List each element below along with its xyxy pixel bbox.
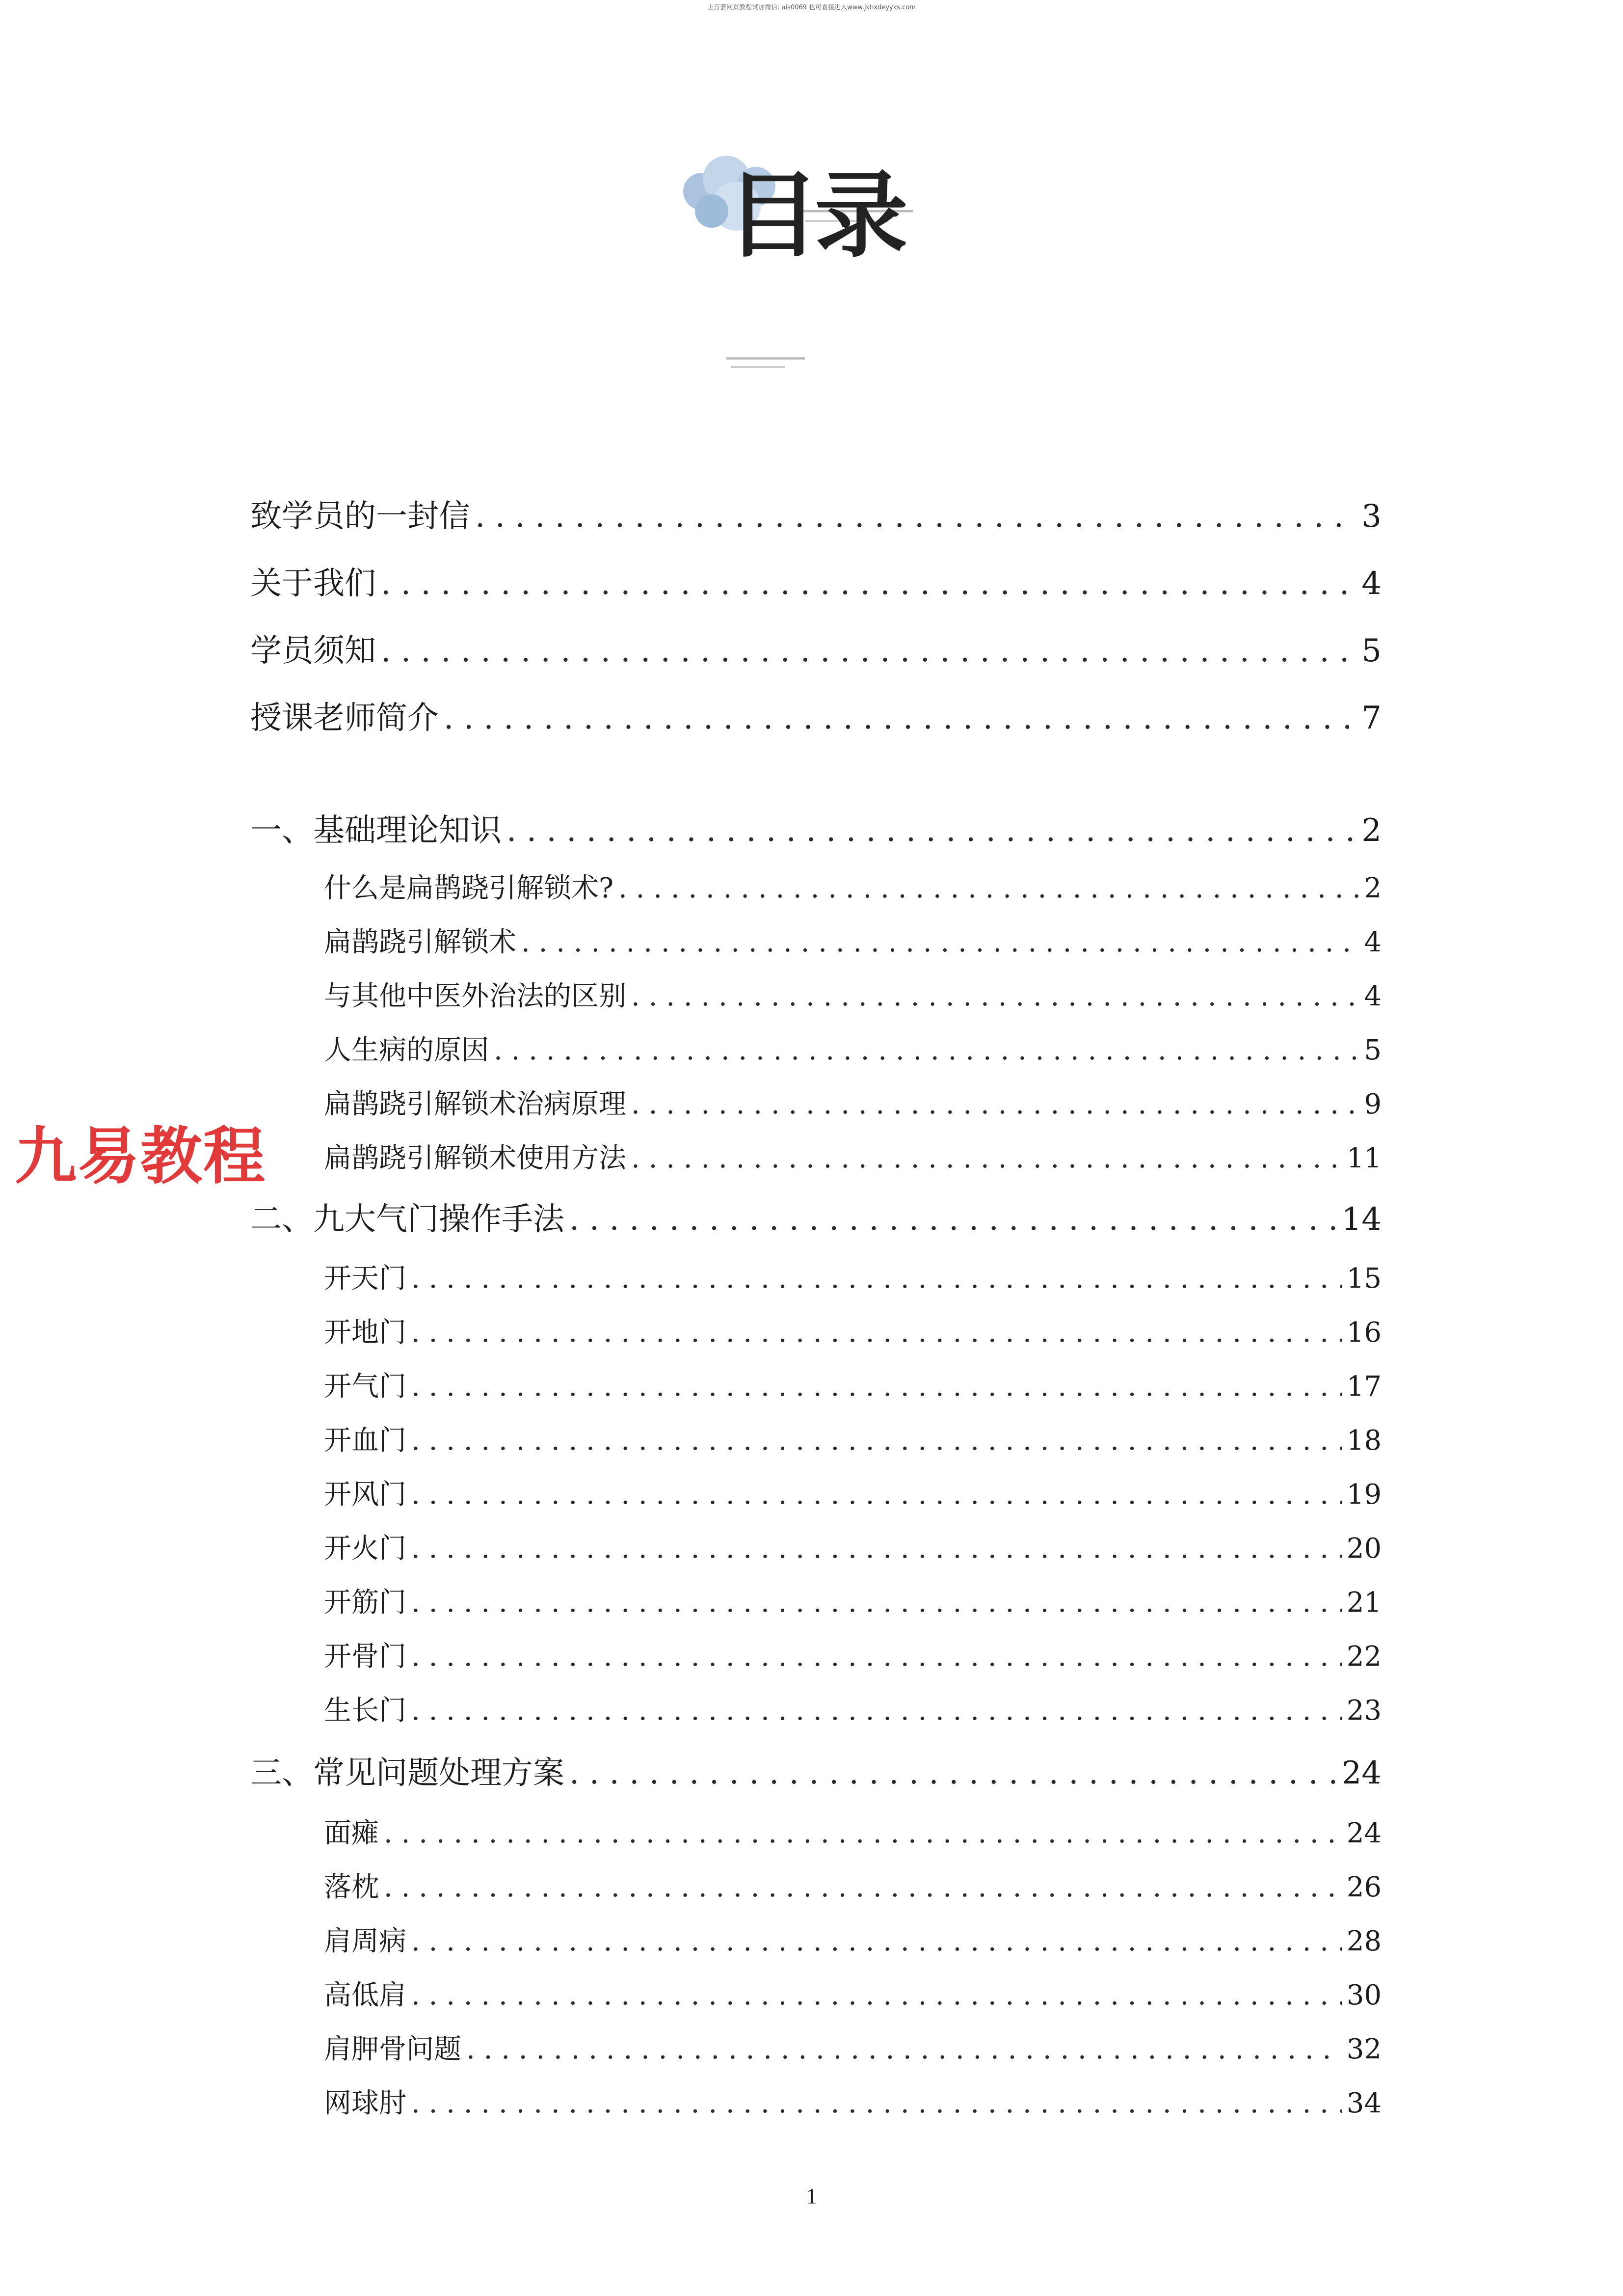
toc-leader-dots <box>494 1034 1359 1066</box>
watermark-text: 九易教程 <box>15 1120 266 1192</box>
toc-subentry-page: 17 <box>1346 1371 1382 1403</box>
toc-leader-dots <box>411 1317 1342 1349</box>
toc-subentry-label: 开地门 <box>324 1317 406 1349</box>
toc-subentry-page: 23 <box>1346 1695 1382 1727</box>
toc-leader-dots <box>475 498 1357 535</box>
toc-subentry-page: 4 <box>1364 926 1382 958</box>
toc-subentry[interactable] <box>324 1581 1382 1620</box>
toc-subentry-page: 2 <box>1364 872 1382 904</box>
toc-subentry-label: 面瘫 <box>324 1817 379 1849</box>
toc-leader-dots <box>411 1533 1342 1565</box>
toc-subentry-page: 5 <box>1364 1034 1382 1066</box>
toc-subentry-label: 开筋门 <box>324 1587 406 1619</box>
toc-entry-label: 学员须知 <box>250 633 376 669</box>
toc-subentry[interactable] <box>324 1865 1382 1905</box>
toc-subentry-page: 30 <box>1346 1979 1382 2011</box>
toc-subentry-label: 生长门 <box>324 1695 406 1727</box>
toc-subentry-label: 落枕 <box>324 1871 379 1903</box>
toc-title-graphic <box>658 152 962 398</box>
toc-subentry-label: 扁鹊跷引解锁术治病原理 <box>324 1088 626 1120</box>
toc-section-label: 一、基础理论知识 <box>250 812 502 849</box>
toc-leader-dots <box>411 1479 1342 1511</box>
toc-leader-dots <box>411 1979 1342 2011</box>
toc-subentry[interactable] <box>324 1082 1382 1122</box>
toc-subentry[interactable] <box>324 1689 1382 1728</box>
toc-leader-dots <box>631 1142 1342 1174</box>
toc-subentry-label: 人生病的原因 <box>324 1034 489 1066</box>
toc-subentry-page: 28 <box>1346 1925 1382 1957</box>
toc-leader-dots <box>381 566 1357 602</box>
toc-subentry[interactable] <box>324 866 1382 906</box>
toc-leader-dots <box>411 1263 1342 1295</box>
toc-subentry[interactable] <box>324 2081 1382 2121</box>
toc-entry[interactable] <box>250 491 1382 536</box>
toc-subentry-label: 扁鹊跷引解锁术 <box>324 926 516 958</box>
toc-subentry[interactable] <box>324 1473 1382 1512</box>
toc-leader-dots <box>506 812 1357 849</box>
toc-entry-page: 5 <box>1361 633 1382 669</box>
toc-subentry-label: 肩周病 <box>324 1925 406 1957</box>
toc-entry[interactable] <box>250 558 1382 603</box>
toc-title: 目录 <box>726 162 904 270</box>
toc-subentry-page: 15 <box>1346 1263 1382 1295</box>
toc-leader-dots <box>444 700 1357 736</box>
toc-leader-dots <box>411 1925 1342 1957</box>
toc-subentry-page: 26 <box>1346 1871 1382 1903</box>
toc-subentry[interactable] <box>324 1257 1382 1296</box>
toc-subentry-label: 高低肩 <box>324 1979 406 2011</box>
toc-subentry-page: 18 <box>1346 1425 1382 1457</box>
toc-section-label: 三、常见问题处理方案 <box>250 1755 564 1791</box>
toc-leader-dots <box>631 980 1359 1012</box>
toc-section-page: 24 <box>1341 1755 1382 1791</box>
toc-entry-page: 7 <box>1361 700 1382 736</box>
toc-section-heading[interactable] <box>250 805 1382 850</box>
toc-subentry[interactable] <box>324 1919 1382 1959</box>
toc-subentry-label: 网球肘 <box>324 2087 406 2119</box>
toc-entry[interactable] <box>250 693 1382 738</box>
toc-subentry-label: 开血门 <box>324 1425 406 1457</box>
page-number: 1 <box>806 2184 817 2208</box>
toc-subentry-page: 11 <box>1346 1142 1382 1174</box>
toc-section-heading[interactable] <box>250 1748 1382 1793</box>
toc-subentry[interactable] <box>324 1635 1382 1674</box>
toc-leader-dots <box>466 2033 1342 2065</box>
toc-subentry-label: 开火门 <box>324 1533 406 1565</box>
toc-subentry[interactable] <box>324 974 1382 1014</box>
toc-entry[interactable] <box>250 625 1382 671</box>
toc-subentry[interactable] <box>324 1136 1382 1176</box>
toc-section-heading[interactable] <box>250 1194 1382 1239</box>
toc-leader-dots <box>569 1201 1337 1238</box>
toc-leader-dots <box>384 1817 1342 1849</box>
toc-subentry[interactable] <box>324 1365 1382 1404</box>
toc-subentry-label: 扁鹊跷引解锁术使用方法 <box>324 1142 626 1174</box>
toc-leader-dots <box>569 1755 1337 1791</box>
toc-entry-page: 4 <box>1361 566 1382 602</box>
toc-leader-dots <box>411 1371 1342 1403</box>
toc-subentry-label: 开气门 <box>324 1371 406 1403</box>
toc-subentry[interactable] <box>324 1419 1382 1458</box>
toc-subentry-page: 22 <box>1346 1641 1382 1673</box>
toc-leader-dots <box>384 1871 1342 1903</box>
toc-leader-dots <box>631 1088 1359 1120</box>
toc-subentry-page: 9 <box>1364 1088 1382 1120</box>
toc-subentry-label: 肩胛骨问题 <box>324 2033 461 2065</box>
toc-leader-dots <box>411 1695 1342 1727</box>
toc-section-page: 14 <box>1341 1201 1382 1238</box>
toc-subentry-page: 32 <box>1346 2033 1382 2065</box>
toc-entry-label: 授课老师简介 <box>250 700 439 736</box>
toc-subentry-page: 4 <box>1364 980 1382 1012</box>
toc-leader-dots <box>411 1425 1342 1457</box>
toc-leader-dots <box>411 1641 1342 1673</box>
toc-subentry-label: 开天门 <box>324 1263 406 1295</box>
toc-subentry-page: 20 <box>1346 1533 1382 1565</box>
toc-subentry[interactable] <box>324 1973 1382 2013</box>
toc-subentry-label: 什么是扁鹊跷引解锁术? <box>324 872 614 904</box>
toc-subentry-label: 开风门 <box>324 1479 406 1511</box>
toc-subentry-page: 34 <box>1346 2087 1382 2119</box>
toc-subentry-page: 19 <box>1346 1479 1382 1511</box>
toc-subentry[interactable] <box>324 1311 1382 1350</box>
toc-subentry-page: 24 <box>1346 1817 1382 1849</box>
toc-subentry-label: 开骨门 <box>324 1641 406 1673</box>
toc-subentry[interactable] <box>324 1527 1382 1566</box>
toc-section-page: 2 <box>1361 812 1382 849</box>
toc-subentry[interactable] <box>324 1028 1382 1068</box>
toc-subentry[interactable] <box>324 920 1382 960</box>
toc-entry-page: 3 <box>1361 498 1382 535</box>
toc-subentry[interactable] <box>324 1811 1382 1851</box>
toc-subentry-page: 16 <box>1346 1317 1382 1349</box>
toc-leader-dots <box>521 926 1359 958</box>
toc-leader-dots <box>381 633 1357 669</box>
toc-subentry-label: 与其他中医外治法的区别 <box>324 980 626 1012</box>
toc-subentry[interactable] <box>324 2027 1382 2067</box>
toc-section-label: 二、九大气门操作手法 <box>250 1201 564 1238</box>
toc-leader-dots <box>411 2087 1342 2119</box>
toc-leader-dots <box>411 1587 1342 1619</box>
header-note: 上万套网页教程试加微信: ais0069 也可直接进入www.jkhxdeyyks.com <box>707 4 916 11</box>
toc-entry-label: 关于我们 <box>250 566 376 602</box>
toc-leader-dots <box>618 872 1359 904</box>
toc-entry-label: 致学员的一封信 <box>250 498 470 535</box>
toc-subentry-page: 21 <box>1346 1587 1382 1619</box>
